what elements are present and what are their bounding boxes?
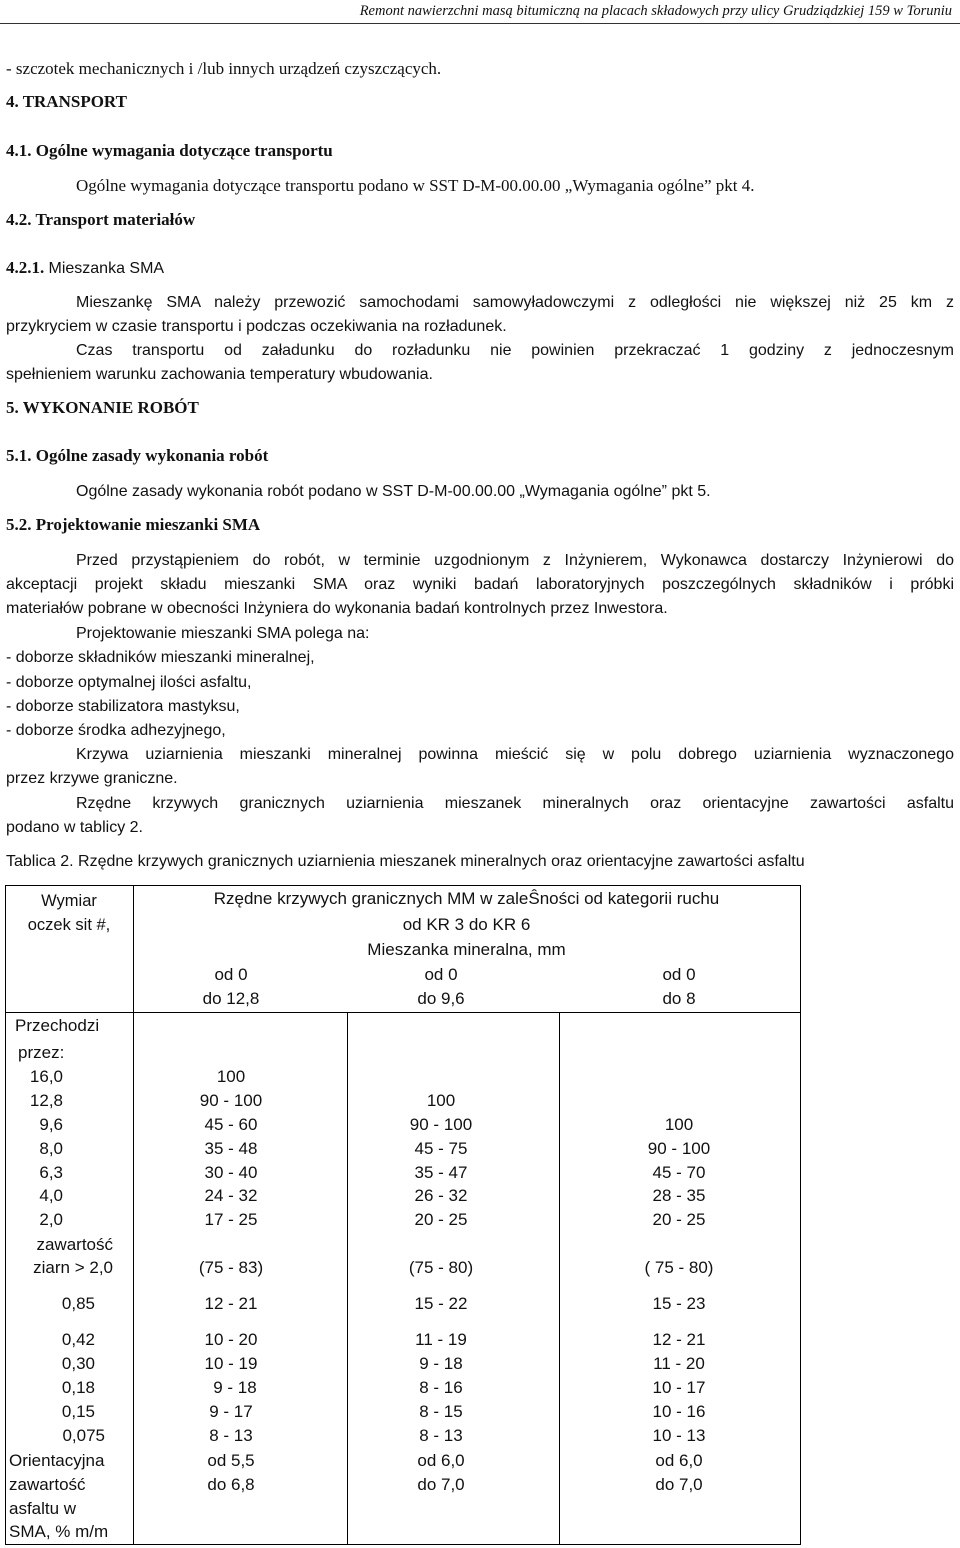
asphalt-value: do 7,0 — [655, 1475, 703, 1494]
asphalt-value: do 6,8 — [207, 1475, 255, 1494]
grading-value: 11 - 19 — [415, 1330, 467, 1349]
grading-value: 9 - 17 — [209, 1402, 253, 1421]
col-head: do 12,8 — [202, 989, 260, 1008]
list-item: - doborze środka adhezyjnego, — [6, 722, 226, 739]
running-header: Remont nawierzchni masą bitumiczną na placach składowych przy ulicy Grudziądzkiej 159 w Toruniu — [359, 3, 952, 19]
list-item-brushes: - szczotek mechanicznych i /lub innych urządzeń czyszczących. — [6, 59, 442, 78]
table-border — [5, 1544, 801, 1545]
paragraph-4-2-1-line4: spełnieniem warunku zachowania temperatury wbudowania. — [6, 366, 433, 383]
passing-label: Przechodzi — [15, 1016, 100, 1035]
content-value: (75 - 83) — [198, 1258, 264, 1277]
sieve-size: 0,18 — [61, 1378, 95, 1397]
table-caption: Tablica 2. Rzędne krzywych granicznych uziarnienia mieszanek mineralnych oraz orientacyjne zawartości asfaltu — [6, 853, 805, 870]
grading-value: 45 - 70 — [652, 1163, 706, 1182]
paragraph-curve-line2: przez krzywe graniczne. — [6, 770, 178, 787]
sieve-size: 8,0 — [39, 1139, 63, 1158]
grading-value: 11 - 20 — [653, 1354, 705, 1373]
grading-value: 20 - 25 — [652, 1210, 706, 1229]
header-rule — [0, 23, 960, 24]
table-border — [559, 1012, 560, 1545]
sieve-size: 0,42 — [61, 1330, 95, 1349]
grading-value: 8 - 13 — [209, 1426, 253, 1445]
paragraph-5-1: Ogólne zasady wykonania robót podano w SST D-M-00.00.00 „Wymagania ogólne” pkt 5. — [76, 483, 711, 500]
sieve-size: 0,075 — [62, 1426, 105, 1445]
table-border — [5, 1012, 801, 1013]
asphalt-label: asfaltu w — [9, 1499, 77, 1518]
grading-value: 10 - 20 — [204, 1330, 258, 1349]
table-border — [133, 885, 134, 1545]
content-label: zawartość — [36, 1235, 113, 1254]
sieve-size: 4,0 — [39, 1186, 63, 1205]
asphalt-value: od 6,0 — [417, 1451, 465, 1470]
list-item: - doborze składników mieszanki mineralnej, — [6, 649, 315, 666]
paragraph-4-2-1-line2: przykryciem w czasie transportu i podczas oczekiwania na rozładunek. — [6, 318, 507, 335]
grading-value: 35 - 47 — [414, 1163, 468, 1182]
list-item: - doborze stabilizatora mastyksu, — [6, 698, 240, 715]
heading-4-2: 4.2. Transport materiałów — [6, 210, 196, 229]
col-head: do 9,6 — [417, 989, 465, 1008]
table-border — [5, 885, 801, 886]
paragraph-ordinates-line2: podano w tablicy 2. — [6, 819, 143, 836]
heading-4-1: 4.1. Ogólne wymagania dotyczące transportu — [6, 141, 333, 160]
heading-5: 5. WYKONANIE ROBÓT — [6, 398, 199, 417]
heading-5-1: 5.1. Ogólne zasady wykonania robót — [6, 446, 269, 465]
grading-value: 90 - 100 — [199, 1091, 263, 1110]
grading-value: 8 - 13 — [419, 1426, 463, 1445]
asphalt-label: Orientacyjna — [9, 1451, 105, 1470]
paragraph-4-2-1-line1: Mieszankę SMA należy przewozić samochodami samowyładowczymi z odległości nie większej niż 25 km z — [76, 294, 954, 311]
paragraph-4-1: Ogólne wymagania dotyczące transportu podano w SST D-M-00.00.00 „Wymagania ogólne” pkt 4. — [76, 176, 755, 195]
grading-value: 45 - 60 — [204, 1115, 258, 1134]
table-border — [800, 885, 801, 1545]
asphalt-value: od 5,5 — [207, 1451, 255, 1470]
grading-value: 35 - 48 — [204, 1139, 258, 1158]
heading-5-2: 5.2. Projektowanie mieszanki SMA — [6, 515, 261, 534]
grading-value: 15 - 23 — [652, 1294, 706, 1313]
head-mix: Mieszanka mineralna, mm — [367, 940, 566, 959]
grading-value: 90 - 100 — [647, 1139, 711, 1158]
grading-value: 26 - 32 — [414, 1186, 468, 1205]
paragraph-5-2-line3: materiałów pobrane w obecności Inżyniera do wykonania badań kontrolnych przez Inwestora. — [6, 600, 668, 617]
grading-value: 10 - 13 — [652, 1426, 706, 1445]
paragraph-curve-line1: Krzywa uziarnienia mieszanki mineralnej powinna mieścić się w polu dobrego uziarnienia wyznaczonego — [76, 746, 954, 763]
list-item: - doborze optymalnej ilości asfaltu, — [6, 674, 252, 691]
col-head: od 0 — [214, 965, 248, 984]
asphalt-value: od 6,0 — [655, 1451, 703, 1470]
grading-value: 8 - 16 — [419, 1378, 463, 1397]
content-label: ziarn > 2,0 — [33, 1258, 113, 1277]
grading-table — [5, 885, 801, 1545]
content-value: (75 - 80) — [408, 1258, 474, 1277]
grading-value: 45 - 75 — [414, 1139, 468, 1158]
grading-value: 8 - 15 — [419, 1402, 463, 1421]
grading-value: 100 — [664, 1115, 694, 1134]
sieve-size: 6,3 — [39, 1163, 63, 1182]
grading-value: 10 - 19 — [204, 1354, 258, 1373]
asphalt-value: do 7,0 — [417, 1475, 465, 1494]
sieve-size: 0,15 — [61, 1402, 95, 1421]
grading-value: 12 - 21 — [652, 1330, 706, 1349]
col-head: od 0 — [424, 965, 458, 984]
sieve-size: 9,6 — [39, 1115, 63, 1134]
grading-value: 10 - 16 — [652, 1402, 706, 1421]
grading-value: 90 - 100 — [409, 1115, 473, 1134]
paragraph-5-2-line1: Przed przystąpieniem do robót, w terminie uzgodnionym z Inżynierem, Wykonawca dostarczy Inżynierowi do — [76, 552, 954, 569]
grading-value: 100 — [426, 1091, 456, 1110]
paragraph-5-2-line2: akceptacji projekt składu mieszanki SMA oraz wyniki badań laboratoryjnych poszczególnych składników i próbki — [6, 576, 954, 593]
grading-value: 28 - 35 — [652, 1186, 706, 1205]
head-traffic: od KR 3 do KR 6 — [402, 915, 531, 934]
heading-4-2-1: 4.2.1. Mieszanka SMA — [6, 258, 165, 277]
col-head: do 8 — [662, 989, 696, 1008]
passing-label: przez: — [18, 1043, 65, 1062]
content-value: ( 75 - 80) — [644, 1258, 714, 1277]
sieve-size: 2,0 — [39, 1210, 63, 1229]
head-sieve-label: oczek sit #, — [27, 916, 111, 934]
head-title: Rzędne krzywych granicznych MM w zaleŜności od kategorii ruchu — [213, 889, 720, 908]
sieve-size: 0,85 — [61, 1294, 95, 1313]
grading-value: 12 - 21 — [204, 1294, 258, 1313]
head-sieve-label: Wymiar — [41, 892, 97, 910]
col-head: od 0 — [662, 965, 696, 984]
heading-4: 4. TRANSPORT — [6, 92, 127, 111]
grading-value: 30 - 40 — [204, 1163, 258, 1182]
grading-value: 15 - 22 — [414, 1294, 468, 1313]
grading-value: 10 - 17 — [652, 1378, 706, 1397]
paragraph-ordinates-line1: Rzędne krzywych granicznych uziarnienia mieszanek mineralnych oraz orientacyjne zawartości asfaltu — [76, 795, 954, 812]
sieve-size: 12,8 — [29, 1091, 63, 1110]
sieve-size: 0,30 — [61, 1354, 95, 1373]
grading-value: 9 - 18 — [419, 1354, 463, 1373]
paragraph-4-2-1-line3: Czas transportu od załadunku do rozładunku nie powinien przekraczać 1 godziny z jednoczesnym — [76, 342, 954, 359]
grading-value: 17 - 25 — [204, 1210, 258, 1229]
grading-value: 100 — [216, 1067, 246, 1086]
asphalt-label: zawartość — [9, 1475, 86, 1494]
table-border — [347, 1012, 348, 1545]
grading-value: 9 - 18 — [213, 1378, 257, 1397]
grading-value: 24 - 32 — [204, 1186, 258, 1205]
paragraph-5-2-intro: Projektowanie mieszanki SMA polega na: — [76, 625, 370, 642]
sieve-size: 16,0 — [29, 1067, 63, 1086]
asphalt-label: SMA, % m/m — [9, 1522, 109, 1541]
grading-value: 20 - 25 — [414, 1210, 468, 1229]
